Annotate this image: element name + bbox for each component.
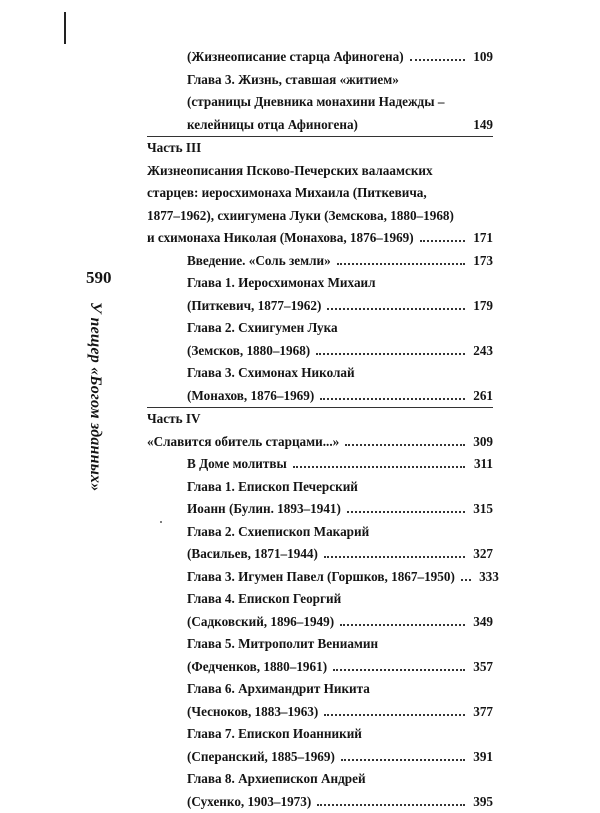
- toc-entry: [147, 295, 493, 318]
- toc-entry: [147, 678, 493, 701]
- toc-entry-title: (Федченков, 1880–1961): [187, 656, 327, 679]
- toc-entry-title: (Васильев, 1871–1944): [187, 543, 318, 566]
- running-title: У пещер «Богом зданных»: [86, 302, 104, 491]
- dot-leader: [340, 624, 465, 626]
- dot-leader: [317, 804, 465, 806]
- toc-entry: [147, 431, 493, 454]
- toc-entry-title: (Питкевич, 1877–1962): [187, 295, 321, 318]
- toc-entry-title: Глава 3. Игумен Павел (Горшков, 1867–1950): [187, 566, 455, 589]
- toc-entry-title: Глава 8. Архиепископ Андрей: [187, 768, 366, 791]
- toc-entry-page: 391: [469, 746, 493, 769]
- toc-entry: [147, 250, 493, 273]
- toc-entry-title: (Монахов, 1876–1969): [187, 385, 314, 408]
- dot-leader: [347, 511, 465, 513]
- toc-entry-title: Глава 1. Иеросхимонах Михаил: [187, 272, 376, 295]
- toc-entry-page: 357: [469, 656, 493, 679]
- toc-entry-title: (Чесноков, 1883–1963): [187, 701, 318, 724]
- toc-entry: [147, 182, 493, 205]
- toc-entry: [147, 746, 493, 769]
- toc-entry-title: Глава 4. Епископ Георгий: [187, 588, 341, 611]
- toc-entry-title: Глава 6. Архимандрит Никита: [187, 678, 370, 701]
- page-edge-mark: [64, 12, 66, 44]
- table-of-contents: [147, 46, 493, 813]
- toc-entry-title: (Земсков, 1880–1968): [187, 340, 310, 363]
- toc-entry-title: Глава 3. Жизнь, ставшая «житием»: [187, 69, 399, 92]
- toc-entry: [147, 91, 493, 114]
- toc-entry-title: 1877–1962), схиигумена Луки (Земскова, 1880–1968): [147, 205, 454, 228]
- toc-entry-page: 179: [469, 295, 493, 318]
- toc-entry: [147, 701, 493, 724]
- dot-leader: [345, 444, 465, 446]
- toc-entry-page: 349: [469, 611, 493, 634]
- toc-entry: [147, 521, 493, 544]
- toc-entry-title: (Жизнеописание старца Афиногена): [187, 46, 404, 69]
- toc-entry-page: 173: [469, 250, 493, 273]
- toc-entry: [147, 566, 493, 589]
- toc-entry-title: В Доме молитвы: [187, 453, 287, 476]
- toc-entry-title: старцев: иеросхимонаха Михаила (Питкевича,: [147, 182, 427, 205]
- toc-entry-page: 309: [469, 431, 493, 454]
- toc-entry-title: (Садковский, 1896–1949): [187, 611, 334, 634]
- toc-entry-page: 333: [475, 566, 499, 589]
- toc-entry-title: Часть IV: [147, 408, 201, 431]
- dot-leader: [324, 556, 465, 558]
- toc-entry-title: (Сухенко, 1903–1973): [187, 791, 311, 813]
- toc-entry: [147, 160, 493, 183]
- toc-entry: [147, 408, 493, 431]
- toc-entry-title: Жизнеописания Псково-Печерских валаамских: [147, 160, 433, 183]
- toc-entry: [147, 272, 493, 295]
- toc-entry-title: (страницы Дневника монахини Надежды –: [187, 91, 444, 114]
- toc-entry-title: Глава 2. Схиигумен Лука: [187, 317, 338, 340]
- toc-entry-page: 377: [469, 701, 493, 724]
- toc-entry: [147, 46, 493, 69]
- toc-entry-title: Глава 5. Митрополит Вениамин: [187, 633, 378, 656]
- toc-entry-title: Глава 7. Епископ Иоанникий: [187, 723, 362, 746]
- dot-leader: [341, 759, 465, 761]
- toc-entry-page: 311: [469, 453, 493, 476]
- page-number: 590: [86, 268, 112, 288]
- toc-entry: [147, 723, 493, 746]
- toc-entry-page: 109: [469, 46, 493, 69]
- toc-entry: [147, 227, 493, 250]
- toc-entry: [147, 543, 493, 566]
- toc-entry: [147, 611, 493, 634]
- toc-entry-page: 171: [469, 227, 493, 250]
- toc-entry-page: 327: [469, 543, 493, 566]
- toc-entry-title: Часть III: [147, 137, 201, 160]
- toc-entry-page: 243: [469, 340, 493, 363]
- toc-entry: [147, 453, 493, 476]
- dot-leader: [420, 240, 465, 242]
- toc-entry-page: 315: [469, 498, 493, 521]
- toc-entry: [147, 340, 493, 363]
- dot-leader: [316, 353, 465, 355]
- dot-leader: [327, 308, 465, 310]
- dot-leader: [337, 263, 465, 265]
- toc-entry: [147, 768, 493, 791]
- toc-entry: [147, 498, 493, 521]
- toc-entry: [147, 588, 493, 611]
- toc-entry-title: Иоанн (Булин. 1893–1941): [187, 498, 341, 521]
- toc-entry-title: Глава 1. Епископ Печерский: [187, 476, 358, 499]
- toc-entry: [147, 385, 493, 408]
- dot-leader: [461, 579, 471, 581]
- toc-entry-title: Введение. «Соль земли»: [187, 250, 331, 273]
- toc-entry: [147, 633, 493, 656]
- toc-entry: [147, 205, 493, 228]
- toc-entry: [147, 476, 493, 499]
- toc-entry-page: 149: [469, 114, 493, 137]
- toc-entry-title: (Сперанский, 1885–1969): [187, 746, 335, 769]
- toc-entry-title: «Славится обитель старцами...»: [147, 431, 339, 454]
- toc-entry: [147, 69, 493, 92]
- toc-entry: [147, 362, 493, 385]
- toc-entry: [147, 137, 493, 160]
- toc-entry-title: келейницы отца Афиногена): [187, 114, 358, 137]
- toc-entry: [147, 317, 493, 340]
- dot-leader: [324, 714, 465, 716]
- dot-leader: [320, 398, 465, 400]
- toc-entry-page: 261: [469, 385, 493, 408]
- toc-entry-title: Глава 2. Схиепископ Макарий: [187, 521, 369, 544]
- dot-leader: [333, 669, 465, 671]
- dot-leader: [293, 466, 465, 468]
- toc-entry: [147, 656, 493, 679]
- toc-entry-title: и схимонаха Николая (Монахова, 1876–1969): [147, 227, 414, 250]
- dot-leader: [410, 59, 465, 61]
- toc-entry: [147, 791, 493, 813]
- toc-entry: [147, 114, 493, 137]
- toc-entry-page: 395: [469, 791, 493, 813]
- toc-entry-title: Глава 3. Схимонах Николай: [187, 362, 355, 385]
